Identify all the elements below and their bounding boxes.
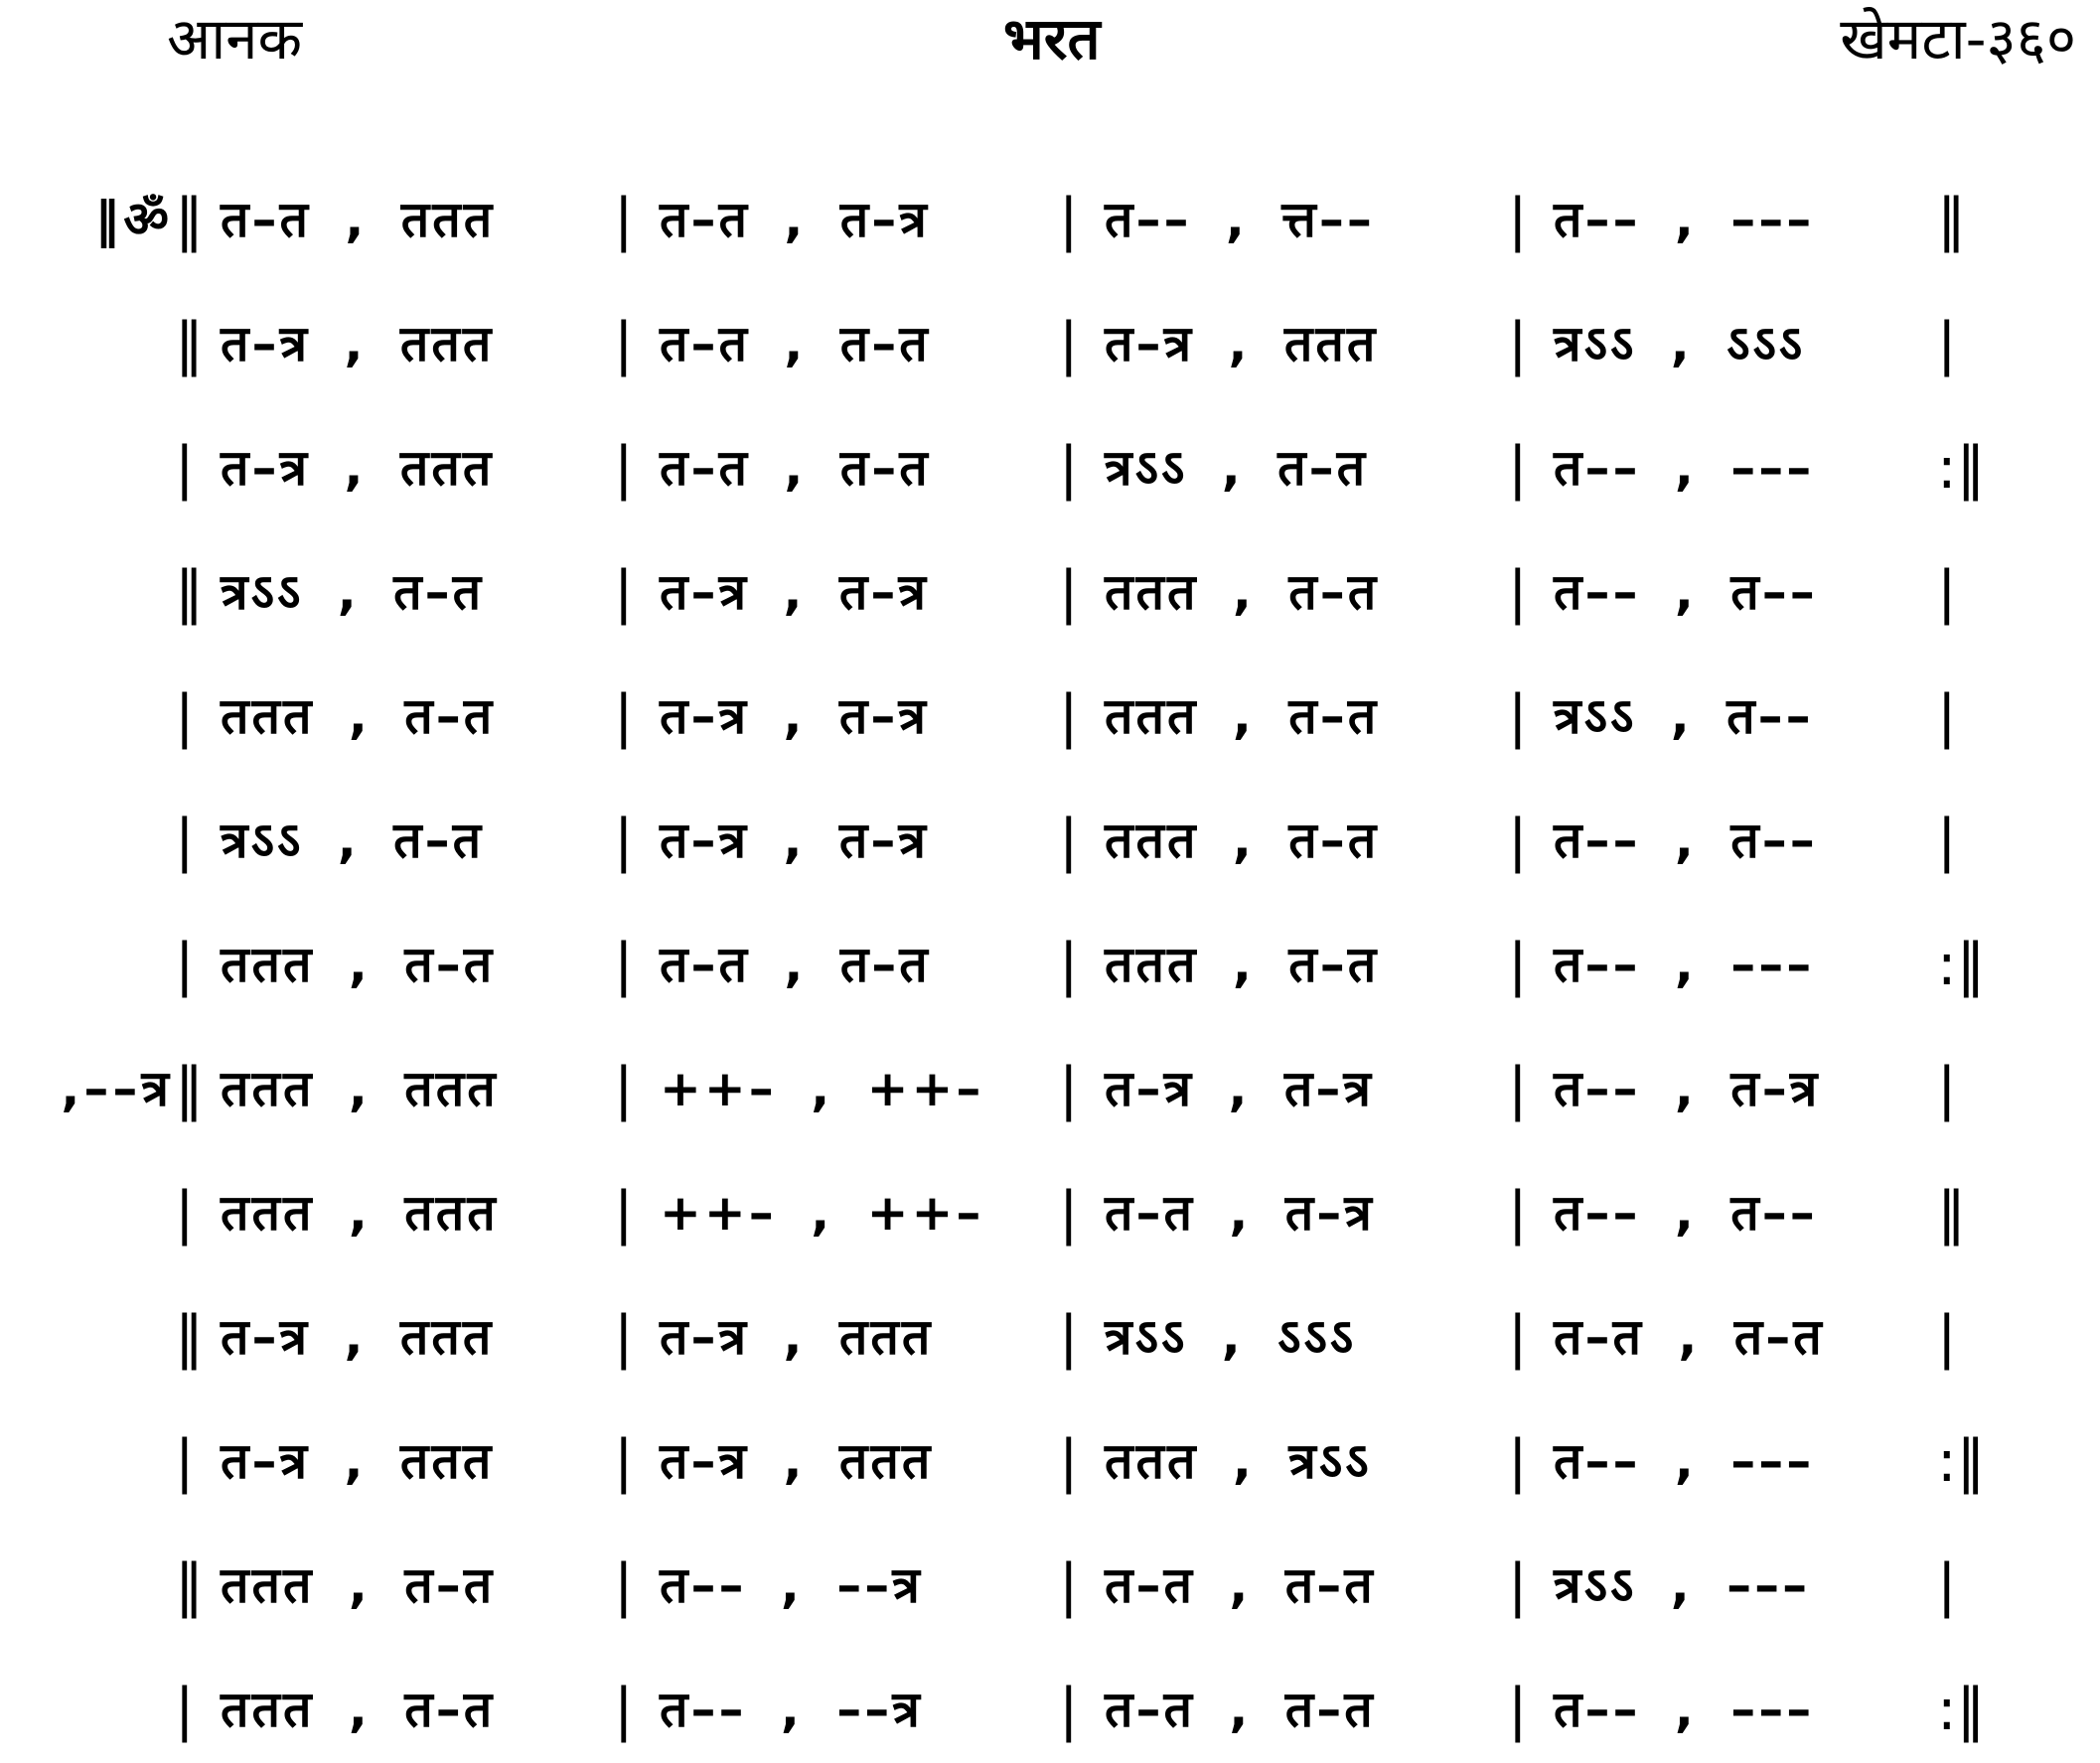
measure-cell: त–त्र , त–त्र <box>660 811 930 869</box>
bar-line: :‖ <box>1937 1676 1986 1743</box>
notation-row <box>0 920 2100 1009</box>
bar-line: | <box>1059 1676 1079 1743</box>
measure-cell: त–त्र , त–त्र <box>1105 1060 1375 1117</box>
bar-line: :‖ <box>1937 1427 1986 1495</box>
bar-line: | <box>1508 1551 1528 1619</box>
measure-cell: त–– , ––त्र <box>660 1681 923 1738</box>
measure-cell: त–त्र , ततत <box>221 439 495 497</box>
measure-cell: त–– , ––– <box>1554 936 1815 993</box>
notation-row <box>0 1044 2100 1133</box>
bar-line: ‖ <box>175 1055 204 1122</box>
measure-cell: त–त्र , ततत <box>221 315 495 372</box>
bar-line: :‖ <box>1937 931 1986 998</box>
measure-cell: त–– , ––त्र <box>660 1556 923 1614</box>
measure-cell: ततत , त–त <box>1105 687 1380 745</box>
bar-line: ‖ <box>175 558 204 626</box>
row-lead-marker: ,––त्र <box>61 1060 173 1117</box>
bar-line: | <box>614 558 634 626</box>
bar-line: | <box>1937 1303 1957 1371</box>
measure-cell: त्रऽऽ , त–त <box>1105 439 1369 497</box>
measure-cell: त–त्र , ततत <box>221 1432 495 1490</box>
bar-line: | <box>614 1303 634 1371</box>
measure-cell: ततत , त्रऽऽ <box>1105 1432 1372 1490</box>
bar-line: | <box>1059 807 1079 874</box>
measure-cell: त–– , ––– <box>1554 1432 1815 1490</box>
measure-cell: ++– , ++– <box>660 1184 984 1242</box>
bar-line: | <box>1059 434 1079 502</box>
notation-row <box>0 1541 2100 1630</box>
bar-line: | <box>614 931 634 998</box>
bar-line: ‖ <box>1937 1179 1966 1247</box>
bar-line: | <box>1059 1427 1079 1495</box>
bar-line: | <box>1059 1055 1079 1122</box>
measure-cell: त–त्र , ततत <box>660 1308 934 1366</box>
measure-cell: त–त , त–त्र <box>1105 1184 1375 1242</box>
bar-line: | <box>614 682 634 750</box>
notation-row <box>0 299 2100 388</box>
bar-line: | <box>1508 1676 1528 1743</box>
bar-line: | <box>1508 1427 1528 1495</box>
measure-cell: त–– , ––– <box>1554 191 1815 248</box>
bar-line: | <box>175 1427 195 1495</box>
measure-cell: त–त्र , त–त्र <box>660 563 930 621</box>
bar-line: | <box>1508 310 1528 377</box>
bar-line: | <box>1508 807 1528 874</box>
bar-line: | <box>614 1055 634 1122</box>
measure-cell: त–त्र , ततत <box>660 1432 934 1490</box>
bar-line: | <box>1059 310 1079 377</box>
measure-cell: त–त्र , त–त्र <box>660 687 930 745</box>
bar-line: ‖ <box>1937 186 1966 253</box>
measure-cell: ++– , ++– <box>660 1060 984 1117</box>
measure-cell: त–– , ––– <box>1554 1681 1815 1738</box>
bar-line: | <box>614 807 634 874</box>
measure-cell: त–– , त–– <box>1554 563 1818 621</box>
bar-line: | <box>1508 931 1528 998</box>
bar-line: | <box>1508 1303 1528 1371</box>
bar-line: | <box>1937 807 1957 874</box>
header-right-label: खेमटा-३६० <box>1840 5 2076 73</box>
measure-cell: त्रऽऽ , त–त <box>221 563 485 621</box>
bar-line: | <box>614 1676 634 1743</box>
measure-cell: ततत , त–त <box>221 1556 496 1614</box>
bar-line: | <box>1059 1551 1079 1619</box>
notation-row <box>0 1416 2100 1506</box>
measure-cell: ततत , त–त <box>221 1681 496 1738</box>
measure-cell: ततत , त–त <box>221 936 496 993</box>
bar-line: | <box>1059 931 1079 998</box>
measure-cell: ततत , ततत <box>221 1060 499 1117</box>
bar-line: ‖ <box>175 1551 204 1619</box>
bar-line: | <box>175 682 195 750</box>
bar-line: | <box>1937 682 1957 750</box>
bar-line: | <box>614 1551 634 1619</box>
measure-cell: त–– , त–त्र <box>1554 1060 1821 1117</box>
measure-cell: ततत , त–त <box>221 687 496 745</box>
bar-line: | <box>1059 1303 1079 1371</box>
notation-row <box>0 1665 2100 1754</box>
bar-line: ‖ <box>175 1303 204 1371</box>
measure-cell: त–त , त–त <box>660 936 931 993</box>
bar-line: | <box>1059 1179 1079 1247</box>
measure-cell: ततत , त–त <box>1105 811 1380 869</box>
bar-line: | <box>175 931 195 998</box>
bar-line: | <box>1937 1055 1957 1122</box>
measure-cell: ततत , त–त <box>1105 563 1380 621</box>
bar-line: ‖ <box>175 310 204 377</box>
bar-line: | <box>1508 434 1528 502</box>
bar-line: | <box>1508 558 1528 626</box>
bar-line: | <box>1059 682 1079 750</box>
header-left-label: आनक <box>167 5 303 73</box>
measure-cell: त–त , त–त <box>660 439 931 497</box>
row-lead-marker: ‖ॐ <box>94 191 173 248</box>
bar-line: | <box>175 1179 195 1247</box>
measure-cell: ततत , ततत <box>221 1184 499 1242</box>
bar-line: | <box>1508 682 1528 750</box>
bar-line: | <box>1937 558 1957 626</box>
measure-cell: त–– , त्त–– <box>1105 191 1375 248</box>
measure-cell: त–– , त–– <box>1554 1184 1818 1242</box>
measure-cell: त्रऽऽ , ऽऽऽ <box>1554 315 1806 372</box>
notation-row <box>0 175 2100 264</box>
measure-cell: त–त , त–त्र <box>660 191 930 248</box>
page-title: भरत <box>1003 5 1101 73</box>
measure-cell: त–त्र , ततत <box>221 1308 495 1366</box>
bar-line: | <box>614 186 634 253</box>
measure-cell: त–त , त–त <box>1105 1556 1376 1614</box>
bar-line: | <box>614 434 634 502</box>
notation-row <box>0 1168 2100 1257</box>
measure-cell: त–त , त–त <box>1554 1308 1825 1366</box>
bar-line: | <box>614 1427 634 1495</box>
notation-row <box>0 671 2100 761</box>
bar-line: | <box>1059 558 1079 626</box>
measure-cell: त्रऽऽ , त–त <box>221 811 485 869</box>
measure-cell: त–– , त–– <box>1554 811 1818 869</box>
measure-cell: त–त , त–त <box>660 315 931 372</box>
bar-line: | <box>1508 186 1528 253</box>
measure-cell: त–त , ततत <box>221 191 496 248</box>
bar-line: | <box>1937 310 1957 377</box>
measure-cell: त–त , त–त <box>1105 1681 1376 1738</box>
bar-line: | <box>1059 186 1079 253</box>
notation-row <box>0 423 2100 513</box>
bar-line: ‖ <box>175 186 204 253</box>
measure-cell: त–त्र , ततत <box>1105 315 1379 372</box>
measure-cell: ततत , त–त <box>1105 936 1380 993</box>
bar-line: | <box>1937 1551 1957 1619</box>
bar-line: | <box>1508 1055 1528 1122</box>
bar-line: | <box>614 1179 634 1247</box>
measure-cell: त्रऽऽ , ऽऽऽ <box>1105 1308 1357 1366</box>
measure-cell: त्रऽऽ , त–– <box>1554 687 1814 745</box>
bar-line: :‖ <box>1937 434 1986 502</box>
notation-row <box>0 547 2100 637</box>
bar-line: | <box>175 434 195 502</box>
measure-cell: त्रऽऽ , ––– <box>1554 1556 1811 1614</box>
notation-row <box>0 1292 2100 1382</box>
measure-cell: त–– , ––– <box>1554 439 1815 497</box>
bar-line: | <box>175 1676 195 1743</box>
notation-row <box>0 796 2100 885</box>
bar-line: | <box>175 807 195 874</box>
bar-line: | <box>614 310 634 377</box>
bar-line: | <box>1508 1179 1528 1247</box>
